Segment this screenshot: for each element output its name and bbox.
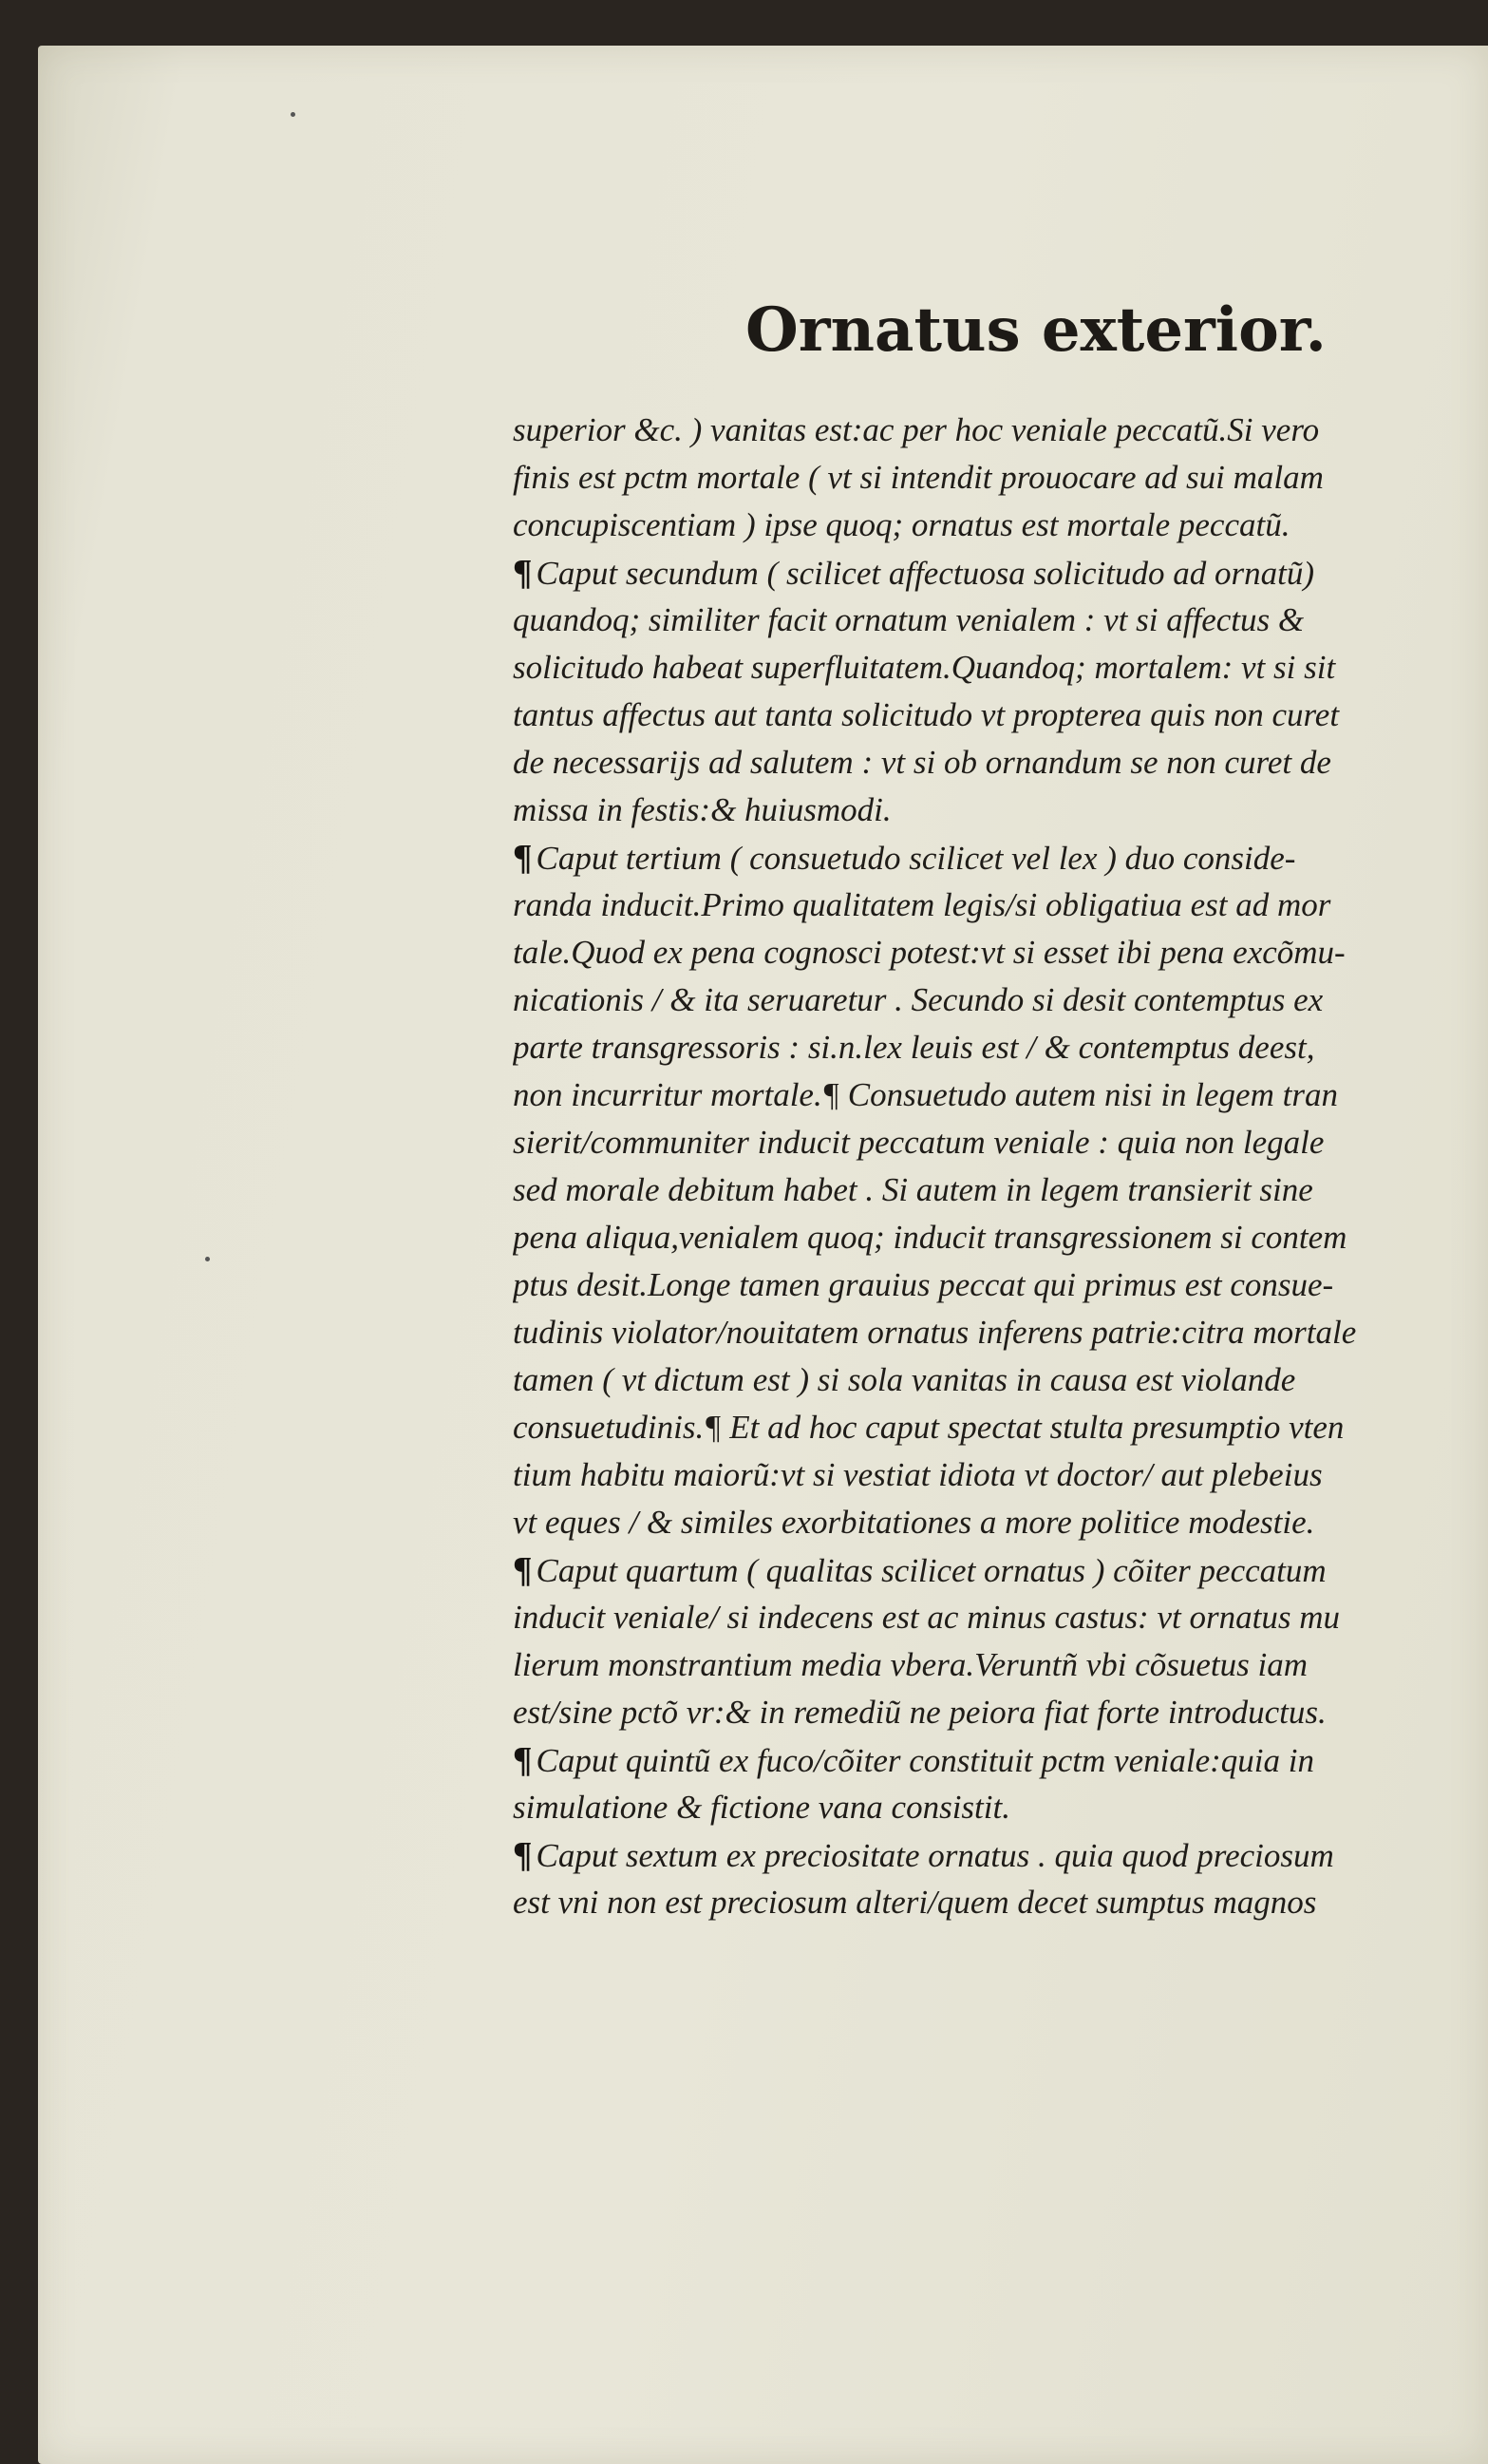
line-text: non incurritur mortale.¶ Consuetudo autem nisi in legem tran [513,1076,1338,1113]
text-line [513,834,1481,881]
text-line [513,597,1481,644]
text-line [513,1024,1481,1071]
line-text: tamen ( vt dictum est ) si sola vanitas in causa est violande [513,1361,1296,1398]
line-text: Caput secundum ( scilicet affectuosa solicitudo ad ornatũ) [536,555,1315,592]
line-text: quandoq; similiter facit ornatum venialem : vt si affectus & [513,601,1305,638]
text-line [513,454,1481,502]
text-line [513,1784,1481,1831]
line-text: tium habitu maiorũ:vt si vestiat idiota vt doctor/ aut plebeius [513,1456,1323,1493]
text-line [513,739,1481,787]
text-line [513,692,1481,739]
text-line [513,502,1481,549]
text-line [513,1071,1481,1119]
text-line [513,1736,1481,1784]
line-text: missa in festis:& huiusmodi. [513,791,892,828]
line-text: Caput sextum ex preciositate ornatus . quia quod preciosum [536,1837,1334,1874]
line-text: tantus affectus aut tanta solicitudo vt propterea quis non curet [513,696,1340,733]
line-text: solicitudo habeat superfluitatem.Quandoq; mortalem: vt si sit [513,649,1336,686]
text-line [513,644,1481,692]
line-text: randa inducit.Primo qualitatem legis/si obligatiua est ad mor [513,886,1331,923]
running-head: Ornatus exterior. [745,294,1327,366]
text-line [513,976,1481,1024]
text-line [513,1831,1481,1879]
book-page [38,46,1488,2464]
line-text: tale.Quod ex pena cognosci potest:vt si esset ibi pena excõmu- [513,934,1346,971]
line-text: consuetudinis.¶ Et ad hoc caput spectat stulta presumptio vten [513,1409,1345,1446]
ink-speck [291,112,295,117]
text-line [513,1214,1481,1261]
line-text: pena aliqua,venialem quoq; inducit transgressionem si contem [513,1219,1347,1256]
line-text: tudinis violator/nouitatem ornatus inferens patrie:citra mortale [513,1314,1357,1351]
line-text: est vni non est preciosum alteri/quem decet sumptus magnos [513,1884,1317,1921]
line-text: superior &c. ) vanitas est:ac per hoc veniale peccatũ.Si vero [513,411,1320,448]
paragraph-mark: ¶ [513,1740,533,1780]
text-line [513,1261,1481,1309]
line-text: ptus desit.Longe tamen grauius peccat qui primus est consue- [513,1266,1334,1303]
text-line [513,1166,1481,1214]
line-text: nicationis / & ita seruaretur . Secundo si desit contemptus ex [513,981,1324,1018]
text-line [513,1451,1481,1499]
text-line [513,1594,1481,1641]
text-line [513,929,1481,976]
line-text: Caput quartum ( qualitas scilicet ornatus ) cõiter peccatum [536,1552,1327,1589]
text-line [513,1499,1481,1546]
line-text: de necessarijs ad salutem : vt si ob ornandum se non curet de [513,744,1331,781]
line-text: sierit/communiter inducit peccatum veniale : quia non legale [513,1124,1325,1161]
text-line [513,881,1481,929]
line-text: inducit veniale/ si indecens est ac minus castus: vt ornatus mu [513,1599,1340,1636]
text-line [513,1404,1481,1451]
text-line [513,1879,1481,1926]
text-line [513,1356,1481,1404]
text-line [513,1641,1481,1689]
text-line [513,407,1481,454]
line-text: Caput quintũ ex fuco/cõiter constituit pctm veniale:quia in [536,1742,1314,1779]
paragraph-mark: ¶ [513,1550,533,1590]
text-line [513,549,1481,597]
line-text: est/sine pctõ vr:& in remediũ ne peiora fiat forte introductus. [513,1694,1327,1731]
text-line [513,1546,1481,1594]
line-text: sed morale debitum habet . Si autem in legem transierit sine [513,1171,1313,1208]
line-text: vt eques / & similes exorbitationes a more politice modestie. [513,1504,1315,1541]
text-line [513,1119,1481,1166]
line-text: lierum monstrantium media vbera.Veruntñ vbi cõsuetus iam [513,1646,1308,1683]
line-text: finis est pctm mortale ( vt si intendit prouocare ad sui malam [513,459,1324,496]
line-text: concupiscentiam ) ipse quoq; ornatus est mortale peccatũ. [513,506,1290,543]
paragraph-mark: ¶ [513,1835,533,1875]
line-text: Caput tertium ( consuetudo scilicet vel lex ) duo conside- [536,840,1296,877]
text-line [513,1309,1481,1356]
ink-speck [205,1257,210,1261]
line-text: parte transgressoris : si.n.lex leuis est / & contemptus deest, [513,1029,1315,1066]
text-line [513,1689,1481,1736]
paragraph-mark: ¶ [513,838,533,878]
text-line [513,787,1481,834]
line-text: simulatione & fictione vana consistit. [513,1789,1010,1826]
paragraph-mark: ¶ [513,553,533,593]
text-block [513,407,1481,1926]
